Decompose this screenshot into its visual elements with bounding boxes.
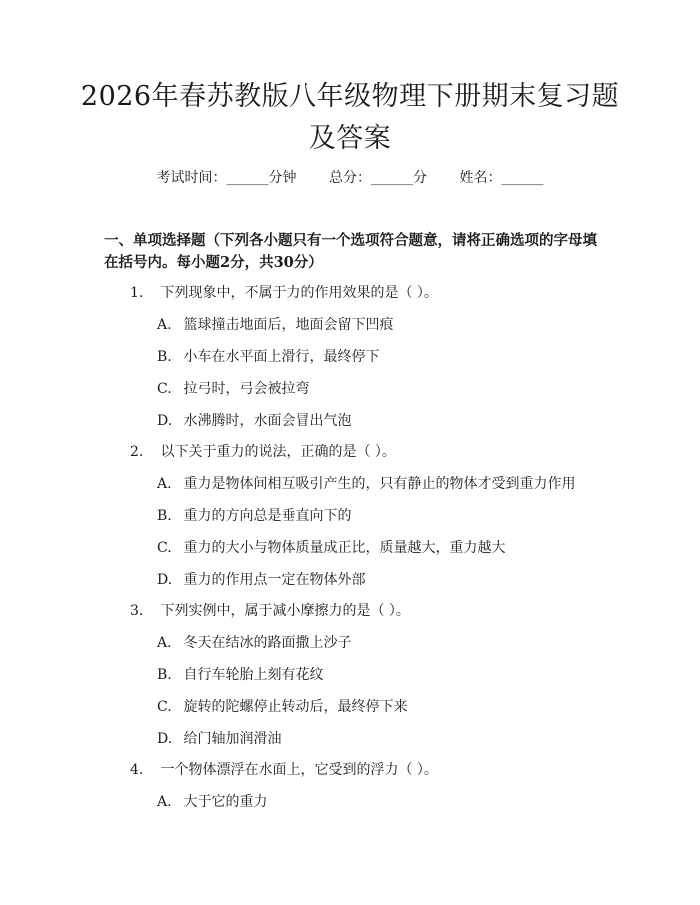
option-letter: A.	[157, 476, 172, 492]
option-text: 重力的大小与物体质量成正比，质量越大，重力越大	[183, 540, 506, 556]
option-text: 小车在水平面上滑行，最终停下	[183, 349, 380, 365]
question-3-option-d	[157, 729, 281, 749]
option-letter: C.	[157, 699, 172, 715]
exam-score-label: 总分：______分	[329, 170, 427, 186]
question-1-option-a	[157, 315, 393, 335]
option-letter: C.	[157, 381, 172, 397]
option-text: 自行车轮胎上刻有花纹	[183, 667, 324, 683]
exam-name-label: 姓名：______	[459, 170, 544, 186]
question-number: 4.	[130, 762, 144, 778]
question-1-option-b	[157, 347, 379, 367]
option-text: 水沸腾时，水面会冒出气泡	[183, 413, 352, 429]
question-text: 下列现象中，不属于力的作用效果的是（ ）。	[160, 285, 438, 301]
option-letter: A.	[157, 317, 172, 333]
option-text: 冬天在结冰的路面撒上沙子	[183, 635, 352, 651]
option-letter: B.	[157, 349, 172, 365]
question-3	[130, 601, 410, 621]
question-text: 下列实例中，属于减小摩擦力的是（ ）。	[160, 603, 410, 619]
exam-meta	[0, 168, 700, 188]
option-letter: C.	[157, 540, 172, 556]
option-text: 重力的方向总是垂直向下的	[183, 508, 352, 524]
question-2	[130, 442, 396, 462]
question-text: 以下关于重力的说法，正确的是（ ）。	[160, 444, 396, 460]
section-heading: 一、单项选择题（下列各小题只有一个选项符合题意，请将正确选项的字母填在括号内。每小题2分，共30分）	[104, 232, 597, 271]
question-1-option-c	[157, 379, 309, 399]
option-letter: A.	[157, 635, 172, 651]
option-text: 重力的作用点一定在物体外部	[183, 572, 366, 588]
option-letter: D.	[157, 731, 173, 747]
option-text: 重力是物体间相互吸引产生的，只有静止的物体才受到重力作用	[183, 476, 576, 492]
question-2-option-a	[157, 474, 575, 494]
question-text: 一个物体漂浮在水面上，它受到的浮力（ ）。	[160, 762, 438, 778]
question-3-option-b	[157, 665, 323, 685]
question-3-option-a	[157, 633, 351, 653]
question-number: 2.	[130, 444, 144, 460]
question-1-option-d	[157, 411, 351, 431]
option-text: 给门轴加润滑油	[183, 731, 282, 747]
question-2-option-b	[157, 506, 351, 526]
option-letter: D.	[157, 413, 173, 429]
option-letter: A.	[157, 794, 172, 810]
question-2-option-c	[157, 538, 505, 558]
option-text: 拉弓时，弓会被拉弯	[183, 381, 310, 397]
question-number: 3.	[130, 603, 144, 619]
question-4-option-a	[157, 792, 267, 812]
question-4	[130, 760, 438, 780]
page-title: 2026年春苏教版八年级物理下册期末复习题及答案	[80, 81, 620, 154]
option-letter: B.	[157, 667, 172, 683]
question-2-option-d	[157, 570, 365, 590]
option-letter: D.	[157, 572, 173, 588]
exam-time-label: 考试时间：______分钟	[156, 170, 297, 186]
option-letter: B.	[157, 508, 172, 524]
option-text: 大于它的重力	[183, 794, 268, 810]
question-1	[130, 283, 438, 303]
question-number: 1.	[130, 285, 144, 301]
option-text: 篮球撞击地面后，地面会留下凹痕	[183, 317, 394, 333]
question-3-option-c	[157, 697, 407, 717]
option-text: 旋转的陀螺停止转动后，最终停下来	[183, 699, 408, 715]
